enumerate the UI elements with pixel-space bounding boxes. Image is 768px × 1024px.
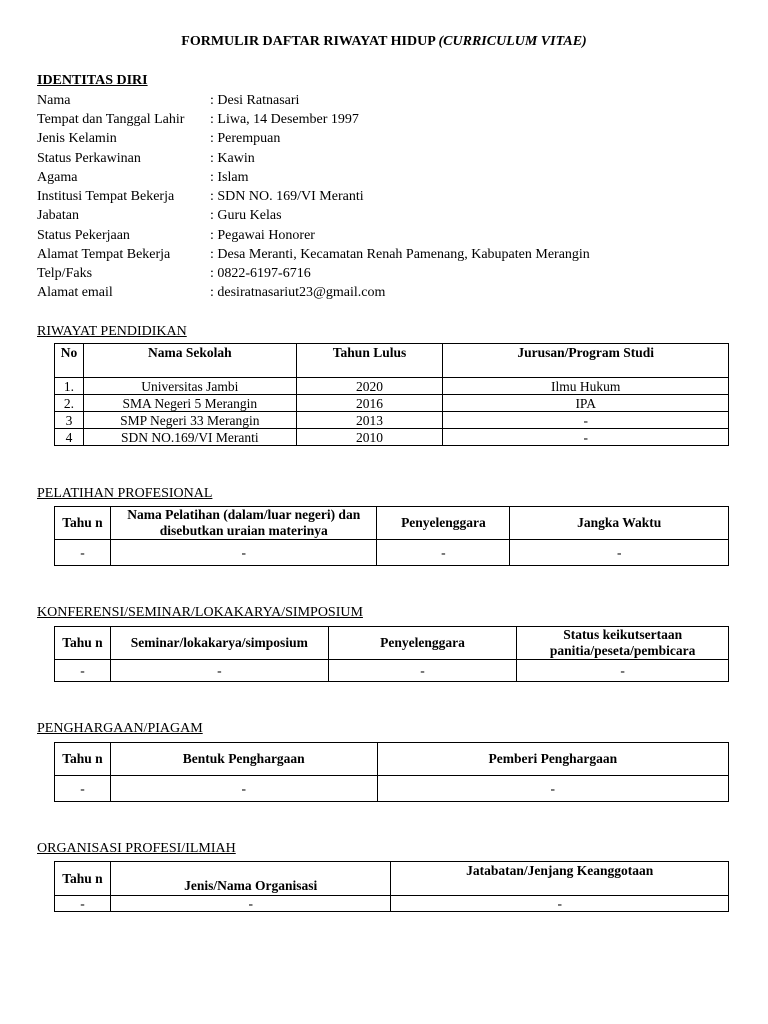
table-cell: Ilmu Hukum xyxy=(443,378,729,395)
pelatihan-heading: PELATIHAN PROFESIONAL xyxy=(37,486,213,501)
col-header: Penyelenggara xyxy=(377,507,510,540)
col-header: Tahu n xyxy=(55,507,111,540)
table-header-row xyxy=(55,862,729,896)
table-row xyxy=(55,429,729,446)
col-header: Status keikutsertaan panitia/peseta/pembicara xyxy=(517,627,729,660)
pelatihan-table xyxy=(54,506,729,566)
table-row xyxy=(55,776,729,802)
identitas-value: : Desi Ratnasari xyxy=(210,93,300,108)
table-row xyxy=(55,660,729,682)
table-cell: SMP Negeri 33 Merangin xyxy=(83,412,296,429)
identitas-label: Telp/Faks xyxy=(37,266,93,281)
table-header-row xyxy=(55,507,729,540)
identitas-label: Alamat Tempat Bekerja xyxy=(37,247,171,262)
identitas-row-alamat-kerja xyxy=(37,245,590,264)
table-cell: - xyxy=(110,540,377,566)
col-header: Tahun Lulus xyxy=(296,344,443,378)
col-header: Nama Sekolah xyxy=(83,344,296,378)
table-row xyxy=(55,896,729,912)
identitas-value: : Desa Meranti, Kecamatan Renah Pamenang, Kabupaten Merangin xyxy=(210,247,590,262)
table-cell: Universitas Jambi xyxy=(83,378,296,395)
identitas-heading: IDENTITAS DIRI xyxy=(37,73,148,88)
title-main: FORMULIR DAFTAR RIWAYAT HIDUP xyxy=(181,34,435,49)
table-cell: SDN NO.169/VI Meranti xyxy=(83,429,296,446)
table-cell: - xyxy=(328,660,517,682)
table-cell: - xyxy=(391,896,729,912)
identitas-row-institusi xyxy=(37,187,364,206)
identitas-row-email xyxy=(37,283,385,302)
identitas-row-status-pekerjaan xyxy=(37,226,315,245)
col-header: Tahu n xyxy=(55,862,111,896)
table-cell: 2016 xyxy=(296,395,443,412)
table-cell: 4 xyxy=(55,429,84,446)
identitas-value: : Kawin xyxy=(210,151,255,166)
identitas-label: Institusi Tempat Bekerja xyxy=(37,189,175,204)
identitas-label: Status Perkawinan xyxy=(37,151,141,166)
table-cell: 2013 xyxy=(296,412,443,429)
konferensi-heading: KONFERENSI/SEMINAR/LOKAKARYA/SIMPOSIUM xyxy=(37,605,363,620)
table-cell: IPA xyxy=(443,395,729,412)
col-header: Pemberi Penghargaan xyxy=(377,743,728,776)
pendidikan-table xyxy=(54,343,729,446)
table-cell: - xyxy=(110,776,377,802)
table-cell: - xyxy=(443,429,729,446)
identitas-row-agama xyxy=(37,168,249,187)
table-header-row xyxy=(55,627,729,660)
table-cell: - xyxy=(517,660,729,682)
col-header: Jenis/Nama Organisasi xyxy=(110,862,391,896)
table-cell: - xyxy=(510,540,729,566)
table-cell: 2010 xyxy=(296,429,443,446)
identitas-label: Alamat email xyxy=(37,285,113,300)
table-cell: - xyxy=(55,660,111,682)
identitas-label: Tempat dan Tanggal Lahir xyxy=(37,112,185,127)
identitas-row-jenis-kelamin xyxy=(37,129,280,148)
identitas-label: Jabatan xyxy=(37,208,79,223)
table-header-row xyxy=(55,743,729,776)
col-header: Bentuk Penghargaan xyxy=(110,743,377,776)
table-cell: 2. xyxy=(55,395,84,412)
identitas-row-nama xyxy=(37,91,299,110)
identitas-value: : Perempuan xyxy=(210,131,281,146)
identitas-label: Nama xyxy=(37,93,71,108)
table-cell: - xyxy=(377,776,728,802)
table-cell: - xyxy=(110,660,328,682)
table-row xyxy=(55,412,729,429)
document-title xyxy=(0,34,768,50)
identitas-row-status-perkawinan xyxy=(37,149,255,168)
table-row xyxy=(55,540,729,566)
col-header: Tahu n xyxy=(55,627,111,660)
table-header-row xyxy=(55,344,729,378)
identitas-value: : SDN NO. 169/VI Meranti xyxy=(210,189,364,204)
table-cell: - xyxy=(443,412,729,429)
identitas-value: : 0822-6197-6716 xyxy=(210,266,311,281)
identitas-row-jabatan xyxy=(37,206,282,225)
table-row xyxy=(55,395,729,412)
penghargaan-table xyxy=(54,742,729,802)
identitas-label: Status Pekerjaan xyxy=(37,228,130,243)
identitas-value: : Pegawai Honorer xyxy=(210,228,315,243)
table-cell: - xyxy=(110,896,391,912)
table-cell: 2020 xyxy=(296,378,443,395)
col-header: No xyxy=(55,344,84,378)
identitas-row-ttl xyxy=(37,110,359,129)
table-cell: 3 xyxy=(55,412,84,429)
table-cell: - xyxy=(55,540,111,566)
penghargaan-heading: PENGHARGAAN/PIAGAM xyxy=(37,721,203,736)
identitas-value: : desiratnasariut23@gmail.com xyxy=(210,285,386,300)
col-header: Jatabatan/Jenjang Keanggotaan xyxy=(391,862,729,896)
pendidikan-heading: RIWAYAT PENDIDIKAN xyxy=(37,324,187,339)
col-header: Jurusan/Program Studi xyxy=(443,344,729,378)
title-italic: (CURRICULUM VITAE) xyxy=(438,34,587,49)
table-cell: - xyxy=(377,540,510,566)
identitas-value: : Guru Kelas xyxy=(210,208,282,223)
organisasi-heading: ORGANISASI PROFESI/ILMIAH xyxy=(37,841,236,856)
identitas-row-telp xyxy=(37,264,311,283)
identitas-value: : Islam xyxy=(210,170,249,185)
table-cell: 1. xyxy=(55,378,84,395)
col-header: Jangka Waktu xyxy=(510,507,729,540)
table-cell: - xyxy=(55,776,111,802)
identitas-label: Jenis Kelamin xyxy=(37,131,117,146)
organisasi-table xyxy=(54,861,729,912)
table-cell: SMA Negeri 5 Merangin xyxy=(83,395,296,412)
table-cell: - xyxy=(55,896,111,912)
table-row xyxy=(55,378,729,395)
identitas-value: : Liwa, 14 Desember 1997 xyxy=(210,112,359,127)
col-header: Penyelenggara xyxy=(328,627,517,660)
konferensi-table xyxy=(54,626,729,682)
identitas-label: Agama xyxy=(37,170,78,185)
col-header: Tahu n xyxy=(55,743,111,776)
col-header: Nama Pelatihan (dalam/luar negeri) dan disebutkan uraian materinya xyxy=(110,507,377,540)
col-header: Seminar/lokakarya/simposium xyxy=(110,627,328,660)
